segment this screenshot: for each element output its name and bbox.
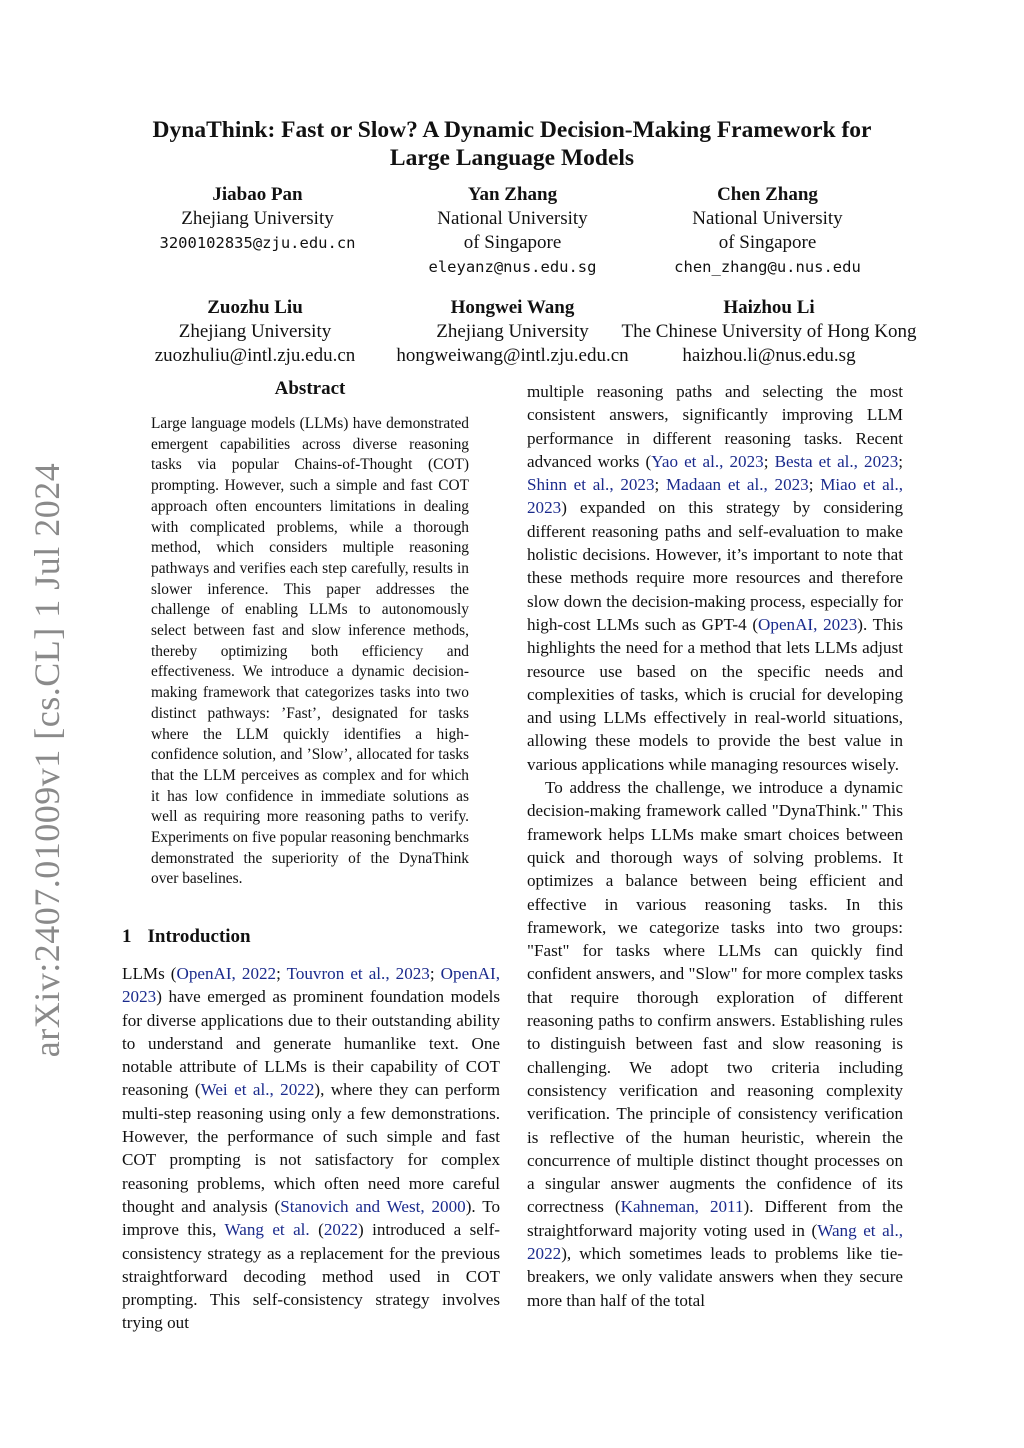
text-run: ; bbox=[898, 451, 903, 471]
text-run: ). To improve this, bbox=[122, 1196, 500, 1240]
citation-link[interactable]: Shinn et al., 2023 bbox=[527, 475, 655, 495]
text-run: ). This highlights the need for a method that lets LLMs adjust resource use based on the specific needs and complexities of tasks, which is crucial for developing and using LLMs effectively in real-world situations, allowing these models to provide the best value in various applications while managing resources wisely. bbox=[527, 614, 904, 774]
citation-link[interactable]: Touvron et al., 2023 bbox=[286, 964, 430, 983]
author-email[interactable]: 3200102835@zju.edu.cn bbox=[159, 234, 356, 252]
title-line-1: DynaThink: Fast or Slow? A Dynamic Decision-Making Framework for bbox=[152, 117, 872, 143]
author-email[interactable]: zuozhuliu@intl.zju.edu.cn bbox=[154, 345, 356, 366]
author-name: Chen Zhang bbox=[717, 184, 818, 205]
abstract-heading: Abstract bbox=[274, 378, 346, 399]
author-name: Zuozhu Liu bbox=[207, 297, 303, 318]
author-email[interactable]: hongweiwang@intl.zju.edu.cn bbox=[396, 345, 629, 366]
citation-link[interactable]: Wei et al., 2022 bbox=[200, 1080, 315, 1100]
citation-link[interactable]: 2022 bbox=[323, 1220, 358, 1240]
citation-link[interactable]: Stanovich and West, 2000 bbox=[280, 1196, 466, 1216]
text-run: multiple reasoning paths and selecting the most consistent answers, significantly improving LLM performance in different reasoning tasks. Recent advanced works ( bbox=[527, 382, 903, 471]
text-run: ) have emerged as prominent foundation models for diverse applications due to their outstanding ability to understand and generate humanlike text. One notable attribute of LLMs is their capability of COT reasoning ( bbox=[122, 987, 500, 1100]
text-run: ; bbox=[276, 964, 287, 983]
abstract-text: Large language models (LLMs) have demonstrated emergent capabilities across diverse reasoning tasks via popular Chains-of-Thought (COT) prompting. However, such a simple and fast COT approach often encounters limitations in dealing with complicated problems, while a thorough method, which considers multiple reasoning pathways and verifies each step carefully, results in slower inference. This paper addresses the challenge of enabling LLMs to autonomously select between fast and slow inference methods, thereby optimizing both efficiency and effectiveness. We introduce a dynamic decision-making framework that categorizes tasks into two distinct pathways: ’Fast’, designated for tasks where the LLM quickly identifies a high-confidence solution, and ’Slow’, allocated for tasks that the LLM perceives as complex and for which it has low confidence in immediate solutions as well as requiring more reasoning paths to verify. Experiments on five popular reasoning benchmarks demonstrated the superiority of the DynaThink over baselines. bbox=[151, 415, 469, 888]
author-affiliation-line2: of Singapore bbox=[718, 232, 817, 253]
author-name: Jiabao Pan bbox=[212, 184, 303, 205]
citation-link[interactable]: Wang et al. bbox=[224, 1220, 310, 1240]
arxiv-identifier-text: arXiv:2407.01009v1 [cs.CL] 1 Jul 2024 bbox=[27, 462, 67, 1058]
arxiv-identifier bbox=[22, 462, 72, 1058]
section-number: 1 bbox=[122, 926, 132, 947]
author-3 bbox=[655, 183, 880, 279]
text-run: ; bbox=[808, 475, 821, 495]
author-name: Haizhou Li bbox=[723, 297, 815, 318]
intro-right-column bbox=[527, 380, 903, 1312]
author-affiliation: Zhejiang University bbox=[181, 208, 334, 229]
title-line-2: Large Language Models bbox=[389, 145, 635, 171]
citation-link[interactable]: Miao et al., 2023 bbox=[527, 475, 904, 518]
author-email[interactable]: chen_zhang@u.nus.edu bbox=[674, 258, 861, 276]
author-email[interactable]: eleyanz@nus.edu.sg bbox=[428, 258, 597, 276]
author-affiliation: Zhejiang University bbox=[178, 321, 332, 342]
citation-link[interactable]: Madaan et al., 2023 bbox=[666, 475, 809, 495]
text-run: To address the challenge, we introduce a dynamic decision-making framework called "DynaThink." This framework helps LLMs make smart choices between quick and thorough ways of solving problems. It optimizes a balance between being efficient and effective in various reasoning tasks. In this framework, we categorize tasks into two groups: "Fast" for tasks where LLMs can quickly find confident answers, and "Slow" for more complex tasks that require thorough exploration of different reasoning paths to confirm answers. Establishing rules to distinguish between fast and slow reasoning is challenging. We adopt two criteria including consistency verification and reasoning complexity verification. The principle of consistency verification is reflective of the human heuristic, wherein the concurrence of multiple distinct thought processes on a singular answer augments the confidence of its correctness ( bbox=[527, 778, 903, 1217]
author-affiliation: The Chinese University of Hong Kong bbox=[621, 321, 917, 342]
author-5 bbox=[380, 296, 645, 368]
citation-link[interactable]: OpenAI, 2022 bbox=[176, 964, 277, 983]
citation-link[interactable]: Wang et al., 2022 bbox=[527, 1220, 904, 1263]
paper-title bbox=[0, 116, 1024, 172]
text-run: ( bbox=[309, 1220, 324, 1240]
text-run: ) introduced a self-consistency strategy as a replacement for the previous straightforward decoding method used in COT prompting. This self-consistency strategy involves trying out bbox=[122, 1220, 500, 1333]
text-run: ), which sometimes leads to problems like tie-breakers, we only validate answers when they secure more than half of the total bbox=[527, 1243, 903, 1310]
intro-right-paragraph-2 bbox=[527, 776, 903, 1312]
text-run: ; bbox=[654, 475, 667, 495]
citation-link[interactable]: OpenAI, 2023 bbox=[122, 964, 501, 1007]
intro-left-paragraph bbox=[122, 962, 500, 1335]
author-affiliation: National University bbox=[437, 208, 588, 229]
text-run: ), where they can perform multi-step reasoning using only a few demonstrations. However, the performance of such simple and fast COT prompting is not satisfactory for complex reasoning problems, which often need more careful thought and analysis ( bbox=[122, 1080, 501, 1216]
author-affiliation-line2: of Singapore bbox=[463, 232, 562, 253]
text-run: LLMs ( bbox=[122, 964, 177, 983]
author-affiliation: Zhejiang University bbox=[436, 321, 589, 342]
citation-link[interactable]: Besta et al., 2023 bbox=[774, 451, 899, 471]
citation-link[interactable]: Yao et al., 2023 bbox=[651, 451, 764, 471]
author-email[interactable]: haizhou.li@nus.edu.sg bbox=[682, 345, 856, 366]
author-6 bbox=[608, 296, 930, 368]
author-name: Hongwei Wang bbox=[450, 297, 575, 318]
citation-link[interactable]: Kahneman, 2011 bbox=[620, 1197, 744, 1217]
text-run: ). Different from the straightforward majority voting used in ( bbox=[527, 1197, 903, 1240]
citation-link[interactable]: OpenAI, 2023 bbox=[758, 614, 858, 634]
section-heading bbox=[122, 926, 251, 948]
author-2 bbox=[400, 183, 625, 279]
intro-right-paragraph-1 bbox=[527, 380, 903, 776]
author-1 bbox=[140, 183, 375, 255]
author-affiliation: National University bbox=[692, 208, 843, 229]
author-name: Yan Zhang bbox=[467, 184, 558, 205]
text-run: ) expanded on this strategy by considering different reasoning paths and self-evaluation to make holistic decisions. However, it’s important to note that these methods require more resources and therefore slow down the decision-making process, especially for high-cost LLMs such as GPT-4 ( bbox=[527, 498, 903, 634]
section-title: Introduction bbox=[147, 926, 251, 947]
text-run: ; bbox=[429, 964, 441, 983]
author-4 bbox=[130, 296, 380, 368]
text-run: ; bbox=[763, 451, 775, 471]
